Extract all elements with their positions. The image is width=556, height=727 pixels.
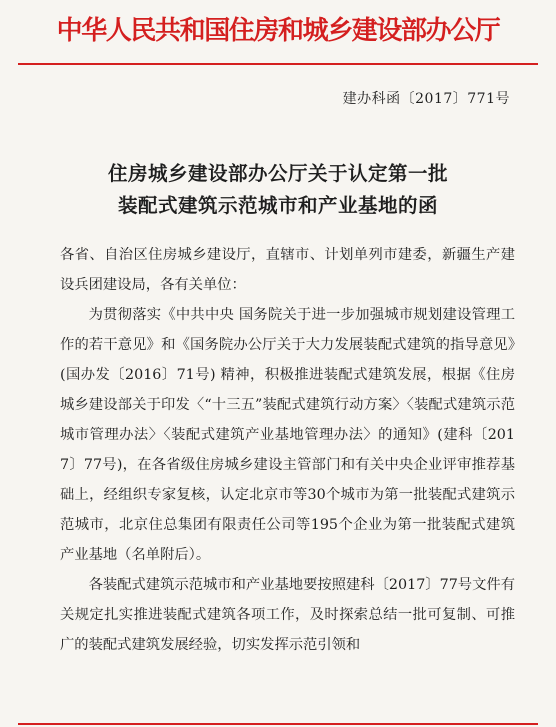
header-red-rule <box>18 63 538 65</box>
footer-red-rule <box>18 723 538 725</box>
document-body <box>60 240 515 660</box>
salutation: 各省、自治区住房城乡建设厅，直辖市、计划单列市建委，新疆生产建设兵团建设局，各有关单位： <box>60 247 515 293</box>
body-paragraph-2: 各装配式建筑示范城市和产业基地要按照建科〔2017〕77号文件有关规定扎实推进装配式建筑各项工作，及时探索总结一批可复制、可推广的装配式建筑发展经验，切实发挥示范引领和 <box>60 577 515 653</box>
document-title-line-2: 装配式建筑示范城市和产业基地的函 <box>117 194 438 217</box>
document-title-line-1: 住房城乡建设部办公厅关于认定第一批 <box>107 162 448 185</box>
issuing-office-header: 中华人民共和国住房和城乡建设部办公厅 <box>56 16 500 46</box>
document-number: 建办科函〔2017〕771号 <box>342 91 510 107</box>
body-paragraph-1: 为贯彻落实《中共中央 国务院关于进一步加强城市规划建设管理工作的若干意见》和《国务院办公厅关于大力发展装配式建筑的指导意见》(国办发〔2016〕71号) 精神，积极推进装配式建筑发展，根据《住房城乡建设部关于印发〈“十三五”装配式建筑行动方案〉〈装配式建筑示范城市管理办法〉〈装配式建筑产业基地管理办法〉的通知》(建科〔2017〕77号)，在各省级住房城乡建设主管部门和有关中央企业评审推荐基础上，经组织专家复核，认定北京市等30个城市为第一批装配式建筑示范城市，北京住总集团有限责任公司等195个企业为第一批装配式建筑产业基地（名单附后）。 <box>60 307 515 563</box>
